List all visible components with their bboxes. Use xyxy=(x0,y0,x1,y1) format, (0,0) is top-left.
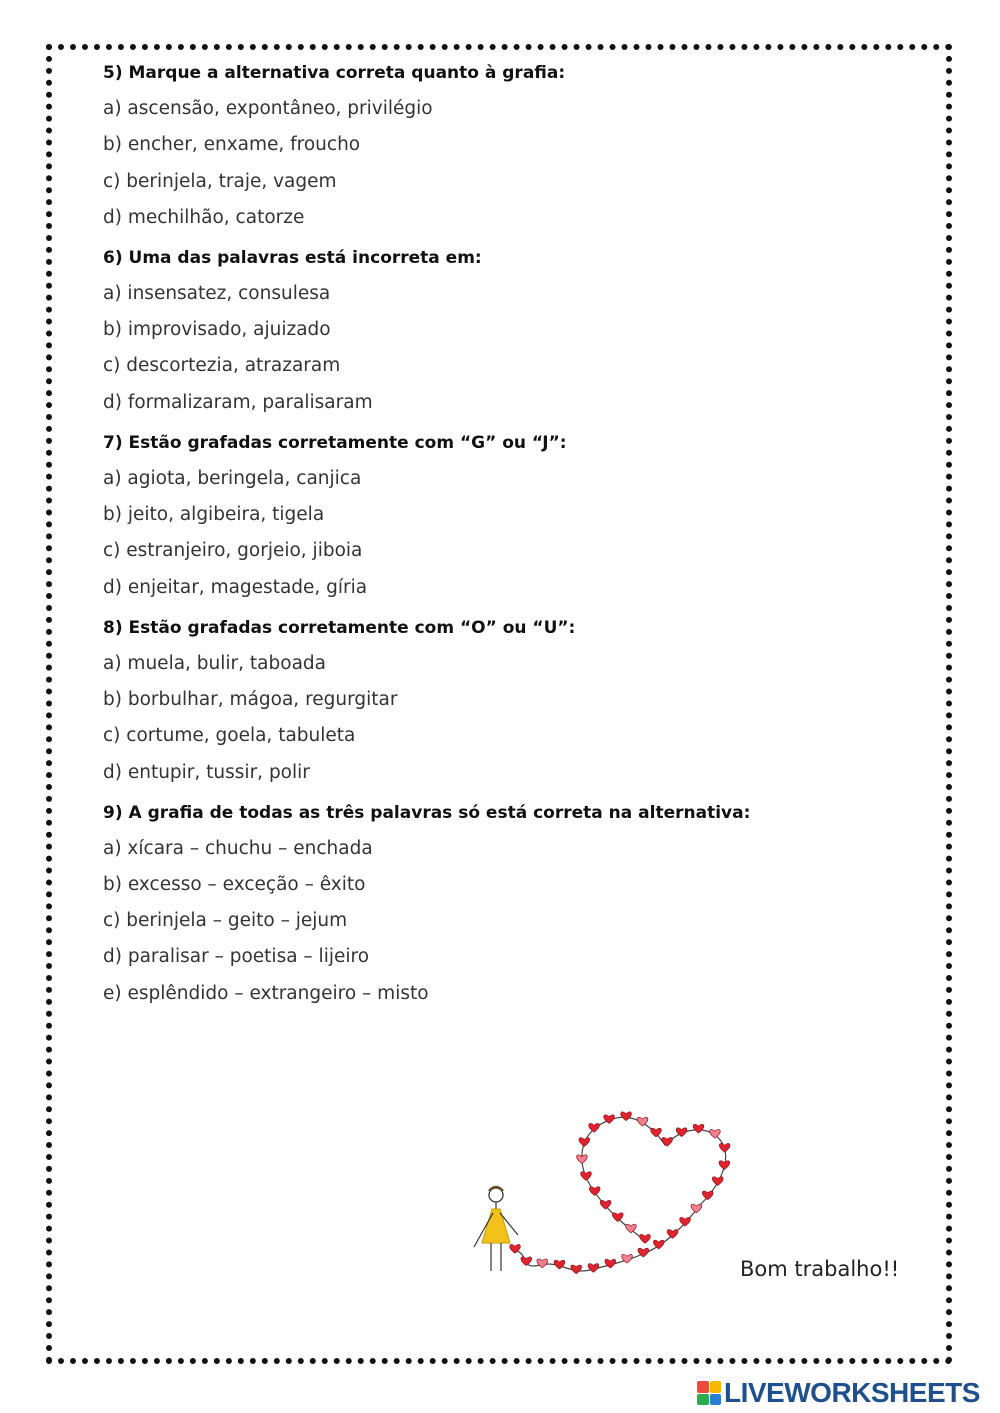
answer-option[interactable]: a) ascensão, expontâneo, privilégio xyxy=(103,98,433,119)
heart-icon xyxy=(710,1129,721,1138)
heart-icon xyxy=(626,1224,637,1233)
brand-name: LIVEWORKSHEETS xyxy=(724,1377,980,1408)
answer-option[interactable]: d) enjeitar, magestade, gíria xyxy=(103,576,368,598)
answer-option[interactable]: c) estranjeiro, gorjeio, jiboia xyxy=(103,540,363,562)
answer-option[interactable]: c) berinjela – geito – jejum xyxy=(103,910,348,932)
heart-icon xyxy=(588,1264,599,1273)
answer-option[interactable]: b) borbulhar, mágoa, regurgitar xyxy=(103,688,398,710)
heart-icon xyxy=(622,1254,633,1263)
question-9 xyxy=(103,800,903,1007)
logo-square-blue xyxy=(710,1394,722,1406)
answer-option[interactable]: c) berinjela, traje, vagem xyxy=(103,170,337,192)
heart-icon xyxy=(680,1217,691,1226)
heart-icon xyxy=(719,1143,730,1152)
answer-option[interactable]: a) muela, bulir, taboada xyxy=(103,652,326,674)
heart-icon xyxy=(579,1138,590,1147)
heart-icon xyxy=(691,1204,702,1213)
answer-option[interactable]: b) jeito, algibeira, tigela xyxy=(103,504,325,526)
answer-option[interactable]: d) entupir, tussir, polir xyxy=(103,761,310,783)
answer-option[interactable]: c) cortume, goela, tabuleta xyxy=(103,725,356,747)
heart-icon xyxy=(521,1257,532,1266)
heart-icon xyxy=(719,1161,730,1170)
question-6 xyxy=(103,245,903,416)
question-7 xyxy=(103,430,903,601)
logo-square-green xyxy=(697,1394,709,1406)
answer-option[interactable]: d) paralisar – poetisa – lijeiro xyxy=(103,946,370,968)
answer-option[interactable]: d) formalizaram, paralisaram xyxy=(103,391,373,413)
answer-option[interactable]: b) improvisado, ajuizado xyxy=(103,319,331,341)
question-5 xyxy=(103,60,903,231)
question-title: 6) Uma das palavras está incorreta em: xyxy=(103,247,482,268)
heart-icon xyxy=(581,1172,592,1181)
heart-icon xyxy=(667,1230,678,1239)
question-title: 5) Marque a alternativa correta quanto à grafia: xyxy=(103,63,566,83)
liveworksheets-brand[interactable] xyxy=(697,1378,980,1408)
question-title: 7) Estão grafadas corretamente com “G” ou “J”: xyxy=(103,432,567,453)
liveworksheets-logo-icon xyxy=(697,1381,721,1405)
heart-icon xyxy=(554,1260,565,1269)
worksheet-content xyxy=(103,60,903,1021)
heart-icon xyxy=(693,1124,704,1133)
answer-option[interactable]: a) xícara – chuchu – enchada xyxy=(103,837,373,859)
heart-icon xyxy=(702,1191,713,1200)
heart-icon xyxy=(605,1259,616,1268)
heart-icon xyxy=(662,1137,673,1146)
heart-icon xyxy=(537,1259,548,1268)
heart-icon xyxy=(589,1187,600,1196)
heart-icon xyxy=(612,1213,623,1222)
answer-option[interactable]: e) esplêndido – extrangeiro – misto xyxy=(103,982,429,1004)
girl-figure xyxy=(474,1187,518,1271)
heart-icon xyxy=(651,1128,662,1137)
heart-icon xyxy=(600,1200,611,1209)
girl-with-heart-garland-icon xyxy=(460,1105,750,1290)
heart-icon xyxy=(571,1265,582,1274)
heart-icon xyxy=(589,1123,600,1132)
answer-option[interactable]: b) encher, enxame, froucho xyxy=(103,134,361,156)
answer-option[interactable]: d) mechilhão, catorze xyxy=(103,206,305,228)
answer-option[interactable]: a) insensatez, consulesa xyxy=(103,282,331,304)
logo-square-yellow xyxy=(710,1381,722,1393)
heart-garland xyxy=(510,1112,730,1274)
answer-option[interactable]: a) agiota, beringela, canjica xyxy=(103,467,362,489)
heart-icon xyxy=(712,1177,723,1186)
heart-icon xyxy=(640,1234,651,1243)
answer-option[interactable]: b) excesso – exceção – êxito xyxy=(103,873,366,895)
question-title: 8) Estão grafadas corretamente com “O” ou “U”: xyxy=(103,617,576,638)
heart-icon xyxy=(621,1112,632,1121)
answer-option[interactable]: c) descortezia, atrazaram xyxy=(103,355,341,377)
question-8 xyxy=(103,615,903,786)
logo-square-red xyxy=(697,1381,709,1393)
question-title: 9) A grafia de todas as três palavras só está correta na alternativa: xyxy=(103,802,751,823)
closing-message: Bom trabalho!! xyxy=(740,1257,900,1281)
